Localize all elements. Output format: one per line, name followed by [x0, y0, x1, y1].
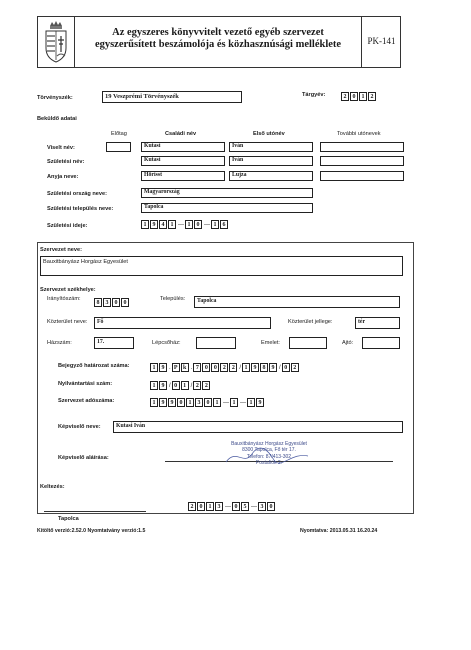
registry-cell[interactable]: 0 [172, 381, 180, 390]
birth-month-digit[interactable]: 1 [185, 220, 193, 229]
ruling-cell[interactable]: 8 [260, 363, 268, 372]
ruling-cell[interactable]: 9 [269, 363, 277, 372]
year-cells [341, 92, 377, 101]
year-digit[interactable]: 2 [341, 92, 349, 101]
registry-cells: 1 9 / 0 1 / 2 2 [150, 381, 211, 390]
dating-year-digit[interactable]: 2 [188, 502, 196, 511]
zip-label: Irányítószám: [47, 296, 81, 302]
ruling-cell[interactable]: P [172, 363, 180, 372]
birth-month-digit[interactable]: 0 [194, 220, 202, 229]
birth-family-field[interactable]: Kutasi [141, 156, 225, 166]
mother-first-field[interactable]: Lujza [229, 171, 313, 181]
registry-cell[interactable]: 2 [193, 381, 201, 390]
birth-first-field[interactable]: Iván [229, 156, 313, 166]
ruling-cell[interactable]: 2 [220, 363, 228, 372]
dating-place: Tapolca [58, 516, 79, 522]
floor-field[interactable] [289, 337, 327, 349]
tax-cell[interactable]: 3 [195, 398, 203, 407]
ruling-cell[interactable]: 2 [229, 363, 237, 372]
ruling-cell[interactable]: 9 [251, 363, 259, 372]
stair-field[interactable] [196, 337, 236, 349]
tax-cell[interactable]: 1 [230, 398, 238, 407]
year-digit[interactable]: 0 [350, 92, 358, 101]
tax-cell[interactable]: 1 [150, 398, 158, 407]
tax-number-label: Szervezet adószáma: [58, 398, 115, 404]
birth-year-digit[interactable]: 1 [168, 220, 176, 229]
city-field[interactable]: Tapolca [194, 296, 400, 308]
court-ruling-label: Bejegyző határozat száma: [58, 363, 130, 369]
birth-date-label: Születési ideje: [47, 223, 88, 229]
birth-name-label: Születési név: [47, 159, 85, 165]
dating-month-digit[interactable]: 5 [241, 502, 249, 511]
birth-year-digit[interactable]: 4 [159, 220, 167, 229]
birth-date-cells: 1 9 4 1 — 1 0 — 1 6 [141, 220, 229, 229]
house-field[interactable]: 17. [94, 337, 134, 349]
form-title-line2: egyszerűsített beszámolója és közhasznúsági melléklete [94, 39, 342, 50]
court-field[interactable]: 19 Veszprémi Törvényszék [102, 91, 242, 103]
stamp-line: Telefon: 87/413-302 [246, 453, 292, 460]
dating-date-cells: 2 0 1 3 — 0 5 — 3 0 [188, 502, 276, 511]
ruling-cell[interactable]: 0 [202, 363, 210, 372]
signature-label: Képviselő aláírása: [58, 455, 109, 461]
ruling-cell[interactable]: 1 [242, 363, 250, 372]
current-prefix-field[interactable] [106, 142, 131, 152]
court-ruling-cells: 1 9 . P k . 7 0 0 2 2 / 1 9 8 9 / 0 2 [150, 363, 300, 372]
org-name-field[interactable]: Bauxitbányász Horgász Egyesület [40, 256, 403, 276]
house-label: Házszám: [47, 340, 72, 346]
birth-country-field[interactable]: Magyarország [141, 188, 313, 198]
zip-digit[interactable]: 0 [112, 298, 120, 307]
street-label: Közterület neve: [47, 319, 88, 325]
birth-country-label: Születési ország neve: [47, 191, 107, 197]
mother-other-field[interactable] [320, 171, 404, 181]
tax-cell[interactable]: 9 [256, 398, 264, 407]
mother-family-field[interactable]: Hörisst [141, 171, 225, 181]
ruling-cell[interactable]: 1 [150, 363, 158, 372]
birth-city-field[interactable]: Tapolca [141, 203, 313, 213]
tax-cell[interactable]: 9 [159, 398, 167, 407]
year-digit[interactable]: 1 [359, 92, 367, 101]
representative-name-field[interactable]: Kutasi Iván [113, 421, 403, 433]
dating-label: Keltezés: [40, 484, 65, 490]
ruling-cell[interactable]: 2 [291, 363, 299, 372]
organization-section [37, 242, 414, 514]
stair-label: Lépcsőház: [152, 340, 181, 346]
current-other-field[interactable] [320, 142, 404, 152]
birth-day-digit[interactable]: 1 [211, 220, 219, 229]
registry-cell[interactable]: 2 [202, 381, 210, 390]
zip-digit[interactable]: 0 [121, 298, 129, 307]
dating-day-digit[interactable]: 3 [258, 502, 266, 511]
registry-cell[interactable]: 9 [159, 381, 167, 390]
birth-year-digit[interactable]: 9 [150, 220, 158, 229]
tax-cell[interactable]: 1 [186, 398, 194, 407]
stamp-line: Postafiók 2. [255, 459, 283, 466]
street-type-field[interactable]: tér [355, 317, 400, 329]
footer-versions: Kitöltő verzió:2.52.0 Nyomtatvány verzió:1.5 [37, 528, 146, 534]
submitter-section-title: Beküldő adatai [37, 116, 77, 122]
current-family-field[interactable]: Kutasi [141, 142, 225, 152]
birth-year-digit[interactable]: 1 [141, 220, 149, 229]
dating-place-line [44, 511, 146, 512]
current-first-field[interactable]: Iván [229, 142, 313, 152]
registry-cell[interactable]: 1 [150, 381, 158, 390]
col-other-header: További utónevek [337, 131, 381, 137]
ruling-cell[interactable]: 0 [211, 363, 219, 372]
zip-digit[interactable]: 8 [94, 298, 102, 307]
street-type-label: Közterület jellege: [288, 319, 333, 325]
col-prefix-header: Előtag [111, 131, 127, 137]
ruling-cell[interactable]: 9 [159, 363, 167, 372]
tax-number-cells: 1 9 9 0 1 3 0 1 — 1 — 1 9 [150, 398, 265, 407]
registry-cell[interactable]: 1 [181, 381, 189, 390]
tax-cell[interactable]: 0 [204, 398, 212, 407]
stamp-line: Bauxitbányász Horgász Egyesület [231, 441, 307, 447]
org-seat-label: Szervezet székhelye: [40, 287, 96, 293]
ruling-cell[interactable]: k [181, 363, 189, 372]
ruling-cell[interactable]: 7 [193, 363, 201, 372]
zip-digit[interactable]: 3 [103, 298, 111, 307]
org-name-label: Szervezet neve: [40, 247, 82, 253]
form-title-line1: Az egyszeres könyvvitelt vezető egyéb szervezet [112, 27, 324, 38]
tax-cell[interactable]: 0 [177, 398, 185, 407]
stamp-line: 8300 Tapolca, Fő tér 17. [242, 447, 296, 454]
city-label: Település: [160, 296, 186, 302]
dating-year-digit[interactable]: 0 [197, 502, 205, 511]
col-first-header: Első utónév [253, 131, 285, 137]
street-field[interactable]: Fő [94, 317, 271, 329]
form-code: PK-141 [367, 36, 396, 46]
birth-day-digit[interactable]: 6 [220, 220, 228, 229]
year-label: Tárgyév: [302, 92, 326, 98]
tax-cell[interactable]: 1 [247, 398, 255, 407]
door-field[interactable] [362, 337, 400, 349]
dating-day-digit[interactable]: 0 [267, 502, 275, 511]
ruling-cell[interactable]: 0 [282, 363, 290, 372]
registry-label: Nyilvántartási szám: [58, 381, 113, 387]
year-digit[interactable]: 2 [368, 92, 376, 101]
current-name-label: Viselt név: [47, 145, 75, 151]
tax-cell[interactable]: 9 [168, 398, 176, 407]
col-family-header: Családi név [165, 131, 197, 137]
signature-scribble-icon [222, 446, 312, 468]
door-label: Ajtó: [342, 340, 354, 346]
court-label: Törvényszék: [37, 95, 73, 101]
header-divider-left [74, 16, 75, 68]
dating-year-digit[interactable]: 3 [215, 502, 223, 511]
birth-other-field[interactable] [320, 156, 404, 166]
tax-cell[interactable]: 1 [213, 398, 221, 407]
mother-name-label: Anyja neve: [47, 174, 79, 180]
dating-year-digit[interactable]: 1 [206, 502, 214, 511]
coat-of-arms-icon [42, 20, 70, 64]
representative-name-label: Képviselő neve: [58, 424, 101, 430]
dating-month-digit[interactable]: 0 [232, 502, 240, 511]
footer-printed: Nyomtatva: 2013.05.31 16.20.24 [300, 528, 378, 534]
birth-city-label: Születési település neve: [47, 206, 114, 212]
zip-cells [94, 298, 130, 307]
floor-label: Emelet: [261, 340, 280, 346]
